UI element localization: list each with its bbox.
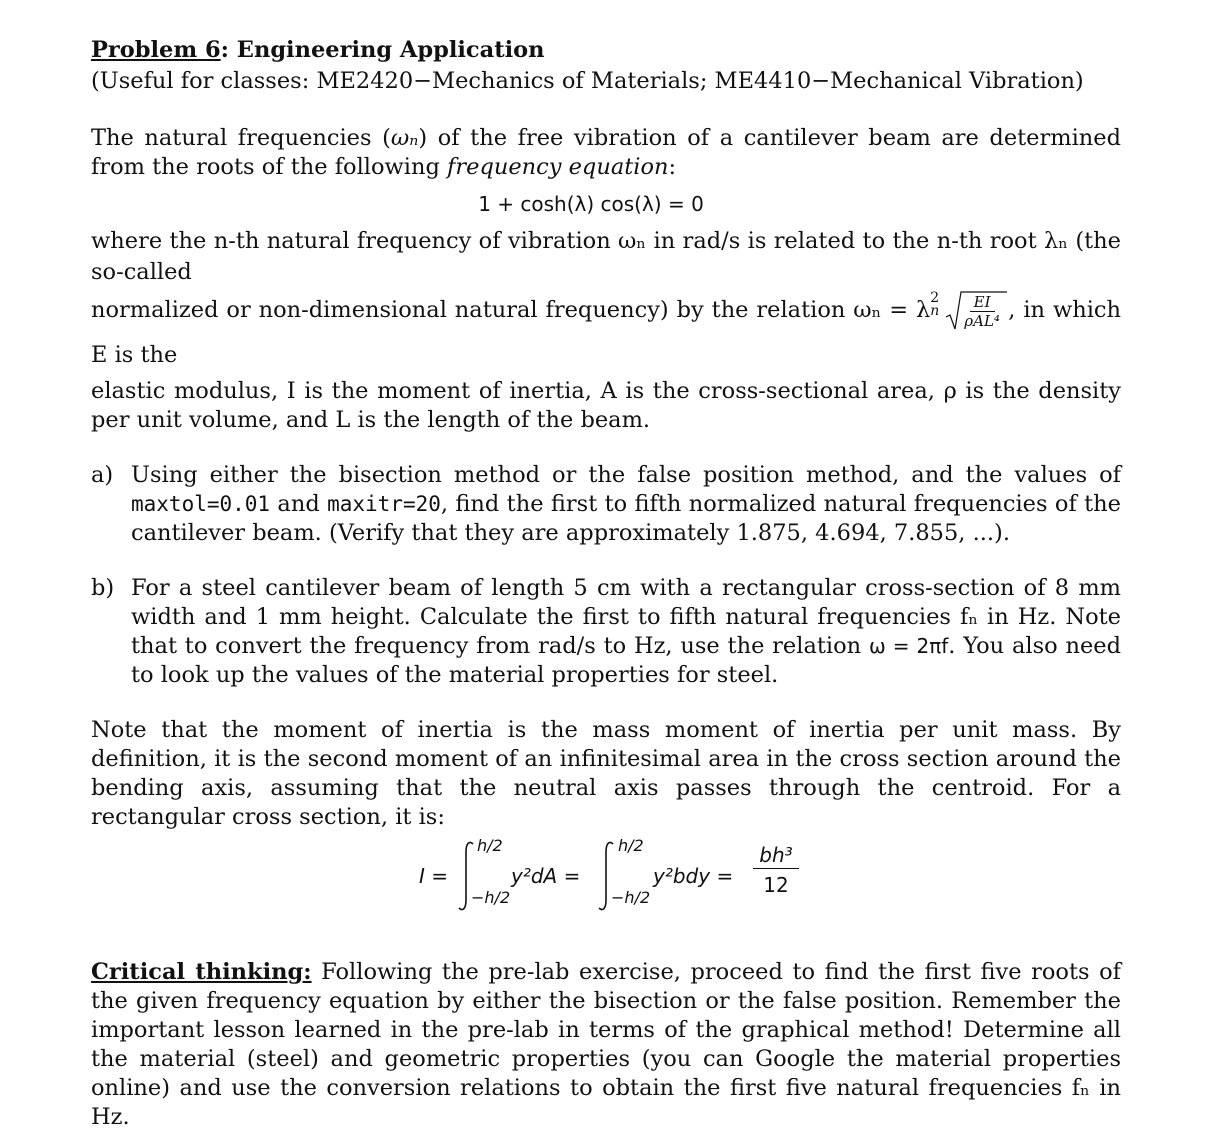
lower-limit-2: −h/2 (611, 888, 651, 907)
part-a-label: a) (91, 462, 114, 488)
critical-thinking-text: Following the pre-lab exercise, proceed to find the first five roots of the given frequency equation by either the bisection or the false position. Remember the important lesson learned in the pre-lab in terms of the graphical method! Determine all the material (steel) and geometric properties (you can Google the material properties online) and use the conversion relations to obtain the first five natural frequencies fₙ in Hz. (91, 959, 1121, 1130)
integrand-1: y²dA = (511, 864, 581, 888)
result-denominator: 12 (763, 873, 789, 897)
lambda-superscript: 2 (930, 290, 940, 306)
intro-text-1: The natural frequencies ( (91, 125, 391, 151)
parts-list (91, 461, 1121, 690)
part-a-text-3: , find the first to fifth normalized natural frequencies of the cantilever beam. (Verify that they are approximately 1.875, 4.694, 7.855, ...). (131, 491, 1121, 546)
critical-thinking-heading: Critical thinking: (91, 959, 312, 985)
note-paragraph: Note that the moment of inertia is the mass moment of inertia per unit mass. By definition, it is the second moment of an infinitesimal area in the cross section around the bending axis, assuming that the neutral axis passes through the centroid. For a rectangular cross section, it is: (91, 717, 1121, 830)
problem-heading (91, 34, 1121, 66)
omega-relation: ω = 2πf (868, 634, 949, 658)
document-page (91, 34, 1121, 1132)
upper-limit-2: h/2 (618, 836, 644, 855)
result-numerator: bh³ (753, 842, 799, 869)
problem-label: Problem 6 (91, 37, 221, 63)
part-a-text-2: and (270, 491, 328, 517)
problem-subtitle: (Useful for classes: ME2420−Mechanics of Materials; ME4410−Mechanical Vibration) (91, 68, 1084, 94)
part-a-text (131, 461, 1121, 548)
sqrt-inner-fraction (964, 293, 1000, 330)
intro-paragraph (91, 124, 1121, 182)
part-b-text (131, 574, 1121, 690)
maxtol-code: maxtol=0.01 (131, 492, 271, 516)
omega-n-symbol: ωₙ (390, 125, 419, 151)
lambda-exponent (930, 292, 944, 318)
fraction-denominator: ρAL⁴ (964, 312, 1000, 330)
upper-limit-1: h/2 (477, 836, 503, 855)
where-line-2-after: , in which E is the (91, 297, 1121, 368)
part-b-text-1: For a steel cantilever beam of length 5 cm with a rectangular cross-section of 8 mm width and 1 mm height. Calculate the first to fifth natural frequencies fₙ in Hz. Note that to convert the frequency from rad/s to Hz, use the relation (131, 575, 1121, 659)
part-a-text-1: Using either the bisection method or the false position method, and the values of (131, 462, 1121, 488)
integrand-2: y²bdy = (653, 864, 734, 888)
frequency-equation-emph: frequency equation (447, 154, 669, 180)
frequency-equation: 1 + cosh(λ) cos(λ) = 0 (478, 192, 704, 216)
part-a (91, 461, 1121, 548)
lower-limit-1: −h/2 (471, 888, 511, 907)
where-line-2-text: normalized or non-dimensional natural frequency) by the relation ωₙ = λ (91, 297, 931, 323)
part-b-label: b) (91, 575, 115, 601)
maxitr-code: maxitr=20 (327, 492, 441, 516)
where-line-2 (91, 288, 1121, 377)
lambda-sup-sub (930, 292, 944, 318)
critical-thinking-paragraph (91, 958, 1121, 1132)
moment-of-inertia-equation (91, 836, 1121, 928)
intro-text-2: ) of the free vibration of a cantilever beam are determined from the roots of the following (91, 125, 1121, 180)
where-line-1: where the n-th natural frequency of vibration ωₙ in rad/s is related to the n-th root λₙ (the so-called (91, 228, 1121, 285)
sqrt-fraction (944, 289, 1008, 333)
part-b (91, 574, 1121, 690)
problem-title: : Engineering Application (220, 37, 545, 63)
part-b-text-2: . You also need to look up the values of the material properties for steel. (131, 633, 1121, 688)
lambda-subscript: n (930, 303, 940, 319)
where-rest: elastic modulus, I is the moment of inertia, A is the cross-sectional area, ρ is the density per unit volume, and L is the length of the beam. (91, 378, 1121, 433)
fraction-numerator: EI (970, 293, 995, 312)
intro-colon: : (668, 154, 677, 180)
integral-lhs: I = (419, 864, 449, 888)
